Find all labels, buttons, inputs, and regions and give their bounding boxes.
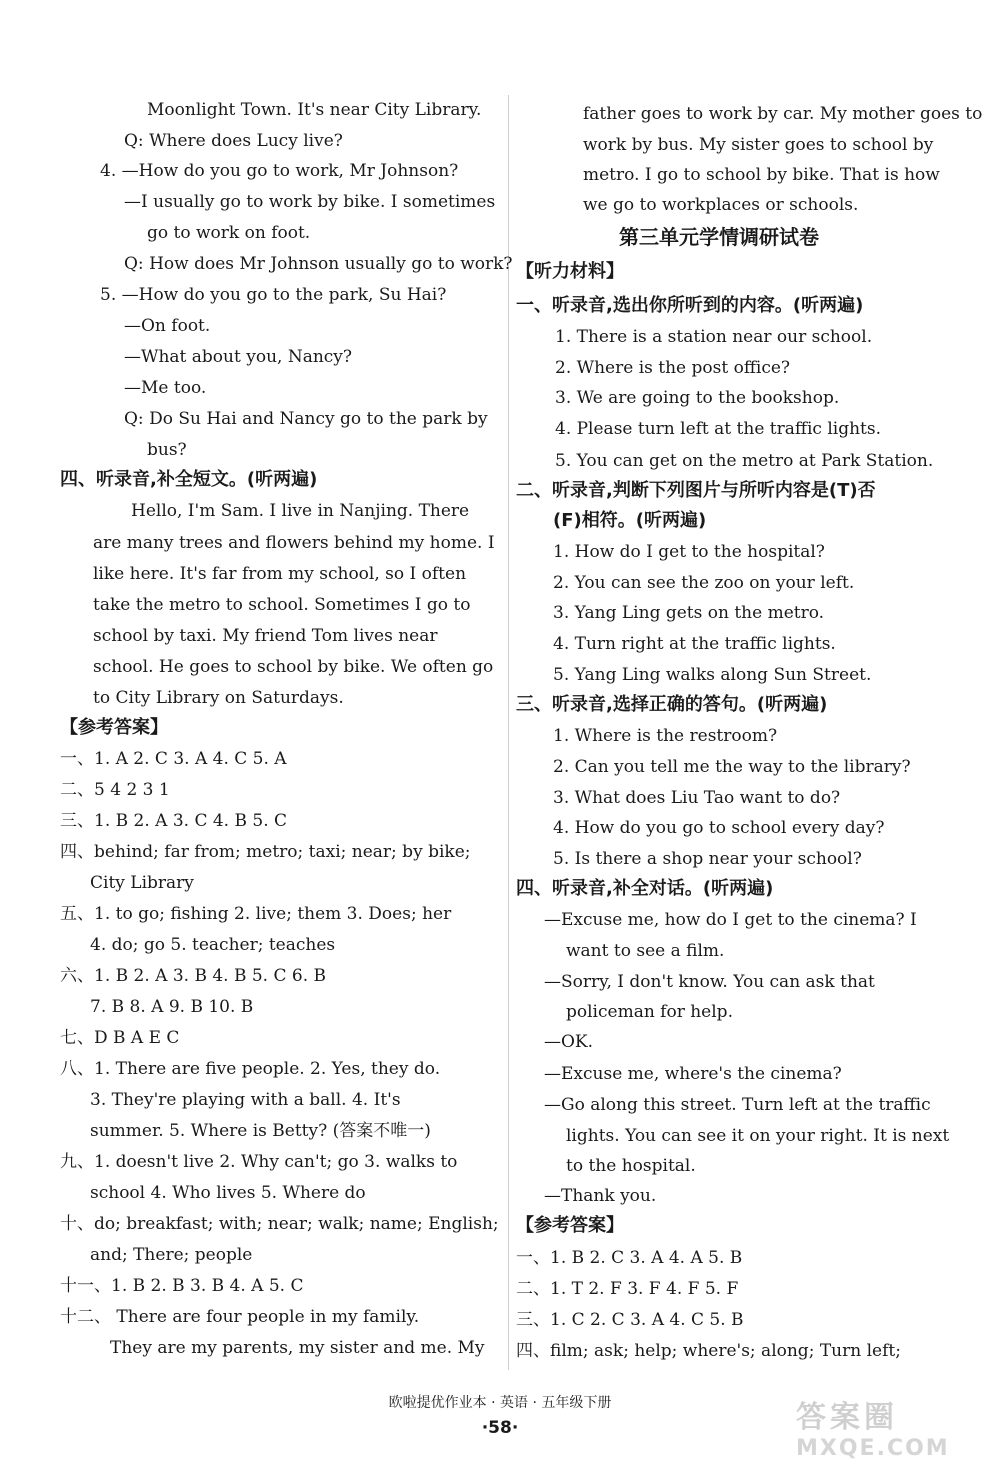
section-heading: 四、听录音,补全短文。(听两遍) bbox=[60, 469, 318, 490]
text-line: 4. —How do you go to work, Mr Johnson? bbox=[100, 161, 459, 181]
text-line: —I usually go to work by bike. I sometimes bbox=[124, 192, 496, 212]
text-line: like here. It's far from my school, so I often bbox=[93, 564, 467, 584]
column-divider bbox=[508, 95, 509, 1370]
text-line: —Sorry, I don't know. You can ask that bbox=[544, 972, 875, 992]
text-line: 1. Where is the restroom? bbox=[553, 726, 778, 746]
text-line: 4. Turn right at the traffic lights. bbox=[553, 634, 836, 654]
section-heading: 四、听录音,补全对话。(听两遍) bbox=[516, 878, 774, 899]
text-line: 4. Please turn left at the traffic lights. bbox=[555, 419, 881, 439]
answer-line: 四、film; ask; help; where's; along; Turn left; bbox=[516, 1341, 901, 1361]
text-line: 3. Yang Ling gets on the metro. bbox=[553, 603, 825, 623]
text-line: —Excuse me, where's the cinema? bbox=[544, 1064, 842, 1084]
text-line: —Me too. bbox=[124, 378, 207, 398]
text-line: Q: How does Mr Johnson usually go to work? bbox=[124, 254, 513, 274]
text-line: —Go along this street. Turn left at the traffic bbox=[544, 1095, 931, 1115]
text-line: 3. We are going to the bookshop. bbox=[555, 388, 840, 408]
text-line: to the hospital. bbox=[566, 1156, 696, 1176]
listening-heading: 【听力材料】 bbox=[516, 261, 624, 282]
section-heading: 二、听录音,判断下列图片与所听内容是(T)否 bbox=[516, 480, 876, 501]
text-line: lights. You can see it on your right. It is next bbox=[566, 1126, 950, 1146]
answer-line: summer. 5. Where is Betty? (答案不唯一) bbox=[90, 1121, 431, 1141]
answer-line: 3. They're playing with a ball. 4. It's bbox=[90, 1090, 401, 1110]
answer-line: 八、1. There are five people. 2. Yes, they do. bbox=[60, 1059, 441, 1079]
text-line: —On foot. bbox=[124, 316, 211, 336]
text-line: 5. Is there a shop near your school? bbox=[553, 849, 862, 869]
text-line: we go to workplaces or schools. bbox=[583, 195, 859, 215]
answer-line: 三、1. B 2. A 3. C 4. B 5. C bbox=[60, 811, 288, 831]
section-heading: 一、听录音,选出你所听到的内容。(听两遍) bbox=[516, 295, 864, 316]
watermark-bottom: MXQE.COM bbox=[796, 1436, 950, 1461]
text-line: —Excuse me, how do I get to the cinema? I bbox=[544, 910, 917, 930]
answers-heading: 【参考答案】 bbox=[60, 717, 168, 738]
text-line: Hello, I'm Sam. I live in Nanjing. There bbox=[131, 501, 470, 521]
text-line: metro. I go to school by bike. That is how bbox=[583, 165, 940, 185]
text-line: 4. How do you go to school every day? bbox=[553, 818, 885, 838]
text-line: take the metro to school. Sometimes I go to bbox=[93, 595, 471, 615]
text-line: Q: Where does Lucy live? bbox=[124, 131, 343, 151]
text-line: school by taxi. My friend Tom lives near bbox=[93, 626, 438, 646]
text-line: 2. You can see the zoo on your left. bbox=[553, 573, 855, 593]
text-line: —Thank you. bbox=[544, 1186, 657, 1206]
watermark-top: 答案圈 bbox=[796, 1400, 898, 1435]
answer-line: 一、1. A 2. C 3. A 4. C 5. A bbox=[60, 749, 287, 769]
text-line: —OK. bbox=[544, 1032, 594, 1052]
text-line: —What about you, Nancy? bbox=[124, 347, 353, 367]
answer-line: 二、1. T 2. F 3. F 4. F 5. F bbox=[516, 1279, 739, 1299]
page-number: ·58· bbox=[481, 1418, 519, 1438]
text-line: work by bus. My sister goes to school by bbox=[583, 135, 934, 155]
text-line: are many trees and flowers behind my home. I bbox=[93, 533, 495, 553]
answer-line: 六、1. B 2. A 3. B 4. B 5. C 6. B bbox=[60, 966, 327, 986]
answer-line: 四、behind; far from; metro; taxi; near; by bike; bbox=[60, 842, 471, 862]
text-line: want to see a film. bbox=[566, 941, 725, 961]
answer-line: 五、1. to go; fishing 2. live; them 3. Does; her bbox=[60, 904, 452, 924]
text-line: go to work on foot. bbox=[147, 223, 311, 243]
unit-title: 第三单元学情调研试卷 bbox=[619, 225, 819, 249]
text-line: bus? bbox=[147, 440, 187, 460]
answer-line: 十一、1. B 2. B 3. B 4. A 5. C bbox=[60, 1276, 304, 1296]
section-heading: 三、听录音,选择正确的答句。(听两遍) bbox=[516, 694, 828, 715]
section-heading-cont: (F)相符。(听两遍) bbox=[553, 510, 707, 531]
text-line: 5. —How do you go to the park, Su Hai? bbox=[100, 285, 447, 305]
text-line: 3. What does Liu Tao want to do? bbox=[553, 788, 841, 808]
text-line: Q: Do Su Hai and Nancy go to the park by bbox=[124, 409, 488, 429]
text-line: Moonlight Town. It's near City Library. bbox=[147, 100, 482, 120]
answer-line: and; There; people bbox=[90, 1245, 253, 1265]
answer-line: 一、1. B 2. C 3. A 4. A 5. B bbox=[516, 1248, 743, 1268]
answer-line: 7. B 8. A 9. B 10. B bbox=[90, 997, 254, 1017]
text-line: 1. How do I get to the hospital? bbox=[553, 542, 825, 562]
text-line: 1. There is a station near our school. bbox=[555, 327, 873, 347]
text-line: 5. You can get on the metro at Park Station. bbox=[555, 451, 934, 471]
watermark-logo bbox=[796, 1392, 986, 1462]
book-footer: 欧啦提优作业本 · 英语 · 五年级下册 bbox=[388, 1395, 612, 1411]
text-line: 2. Can you tell me the way to the library? bbox=[553, 757, 911, 777]
text-line: father goes to work by car. My mother goes to bbox=[583, 104, 983, 124]
answer-line: 4. do; go 5. teacher; teaches bbox=[90, 935, 336, 955]
answer-line: 十二、 There are four people in my family. bbox=[60, 1307, 420, 1327]
answer-line: 九、1. doesn't live 2. Why can't; go 3. walks to bbox=[60, 1152, 458, 1172]
answer-line: City Library bbox=[90, 873, 194, 893]
text-line: to City Library on Saturdays. bbox=[93, 688, 344, 708]
answer-line: 七、D B A E C bbox=[60, 1028, 180, 1048]
text-line: 5. Yang Ling walks along Sun Street. bbox=[553, 665, 872, 685]
answer-line: 二、5 4 2 3 1 bbox=[60, 780, 170, 800]
text-line: 2. Where is the post office? bbox=[555, 358, 791, 378]
answer-line: 三、1. C 2. C 3. A 4. C 5. B bbox=[516, 1310, 744, 1330]
answer-line: They are my parents, my sister and me. My bbox=[110, 1338, 485, 1358]
answers-heading: 【参考答案】 bbox=[516, 1215, 624, 1236]
text-line: school. He goes to school by bike. We often go bbox=[93, 657, 494, 677]
text-line: policeman for help. bbox=[566, 1002, 733, 1022]
answer-line: school 4. Who lives 5. Where do bbox=[90, 1183, 366, 1203]
answer-line: 十、do; breakfast; with; near; walk; name; English; bbox=[60, 1214, 499, 1234]
